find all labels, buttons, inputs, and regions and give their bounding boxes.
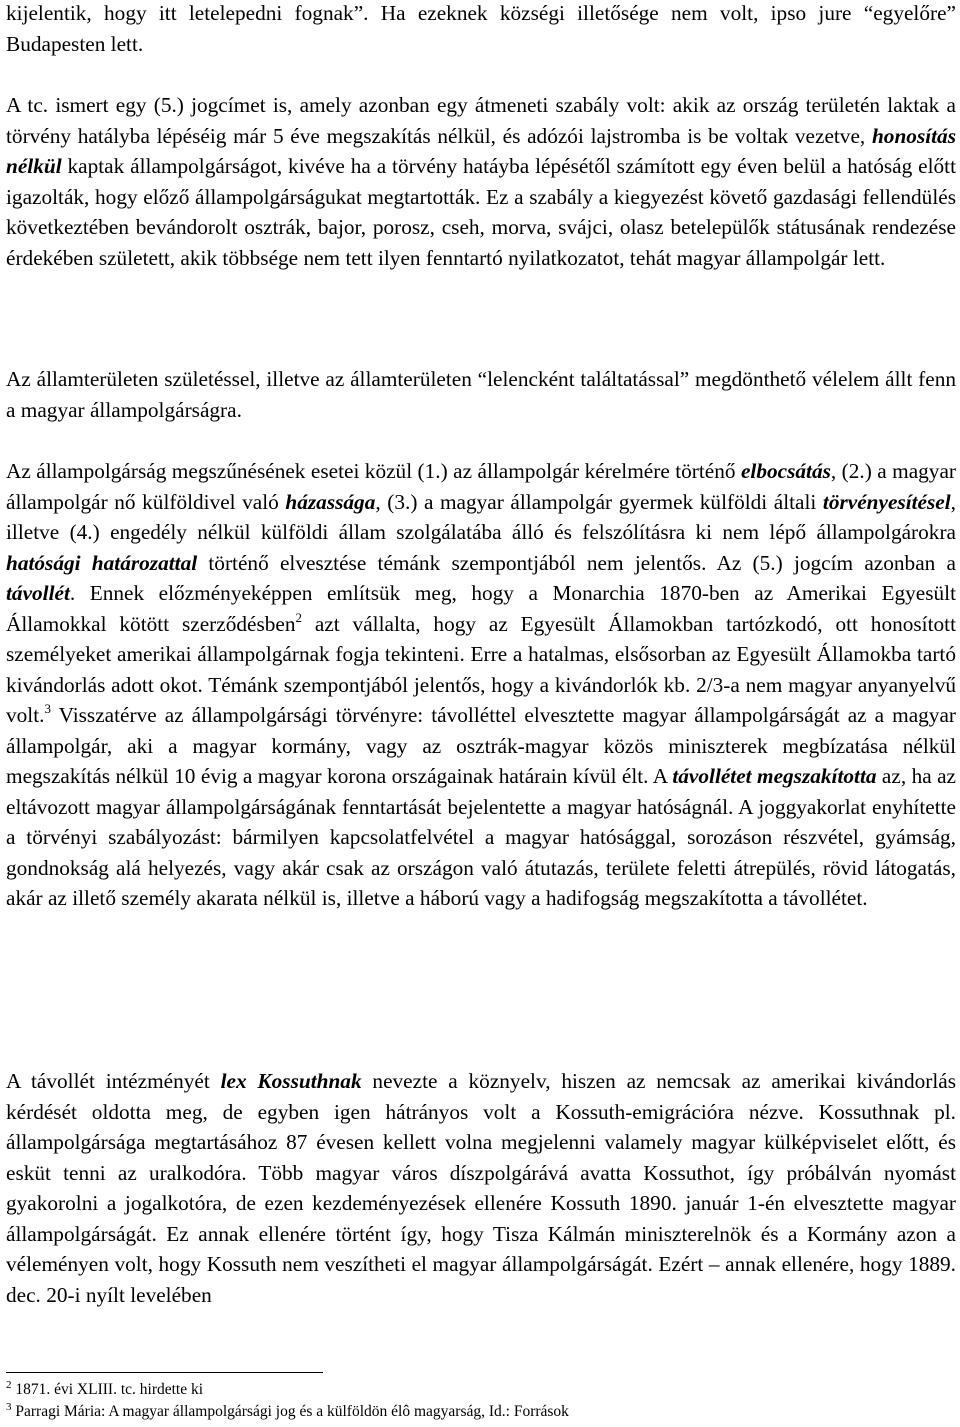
- footnote-ref-3[interactable]: 3: [44, 701, 51, 716]
- footnote-text: 1871. évi XLIII. tc. hirdette ki: [11, 1381, 204, 1398]
- paragraph-text: . Ennek előzményeképpen említsük meg, hogy a Monarchia 1870-ben az Amerikai Egyesült Államokkal kötött szerződésben: [6, 581, 956, 636]
- paragraph-text: , illetve (4.) engedély nélkül külföldi állam szolgálatába álló és felszólításra ki nem lépő állampolgárokra: [6, 489, 956, 544]
- emphasis-text: házassága: [285, 489, 376, 514]
- emphasis-text: távollét: [6, 581, 70, 605]
- paragraph-text: kaptak állampolgárságot, kivéve ha a törvény hatáyba lépésétől számított egy éven belül a hatóság előtt igazolták, hogy előző állampolgárságukat megtartották. Ez a szabály a kiegyezést követő gazdasági fellendülés következtében bevándorolt osztrák, bajor, porosz, cseh, morva, svájci, olasz betelepülők státusának rendezése érdekében született, akik többsége nem tett ilyen fenntartó nyilatkozatot, tehát magyar állampolgár lett.: [6, 154, 956, 270]
- paragraph-text: Az államterületen születéssel, illetve az államterületen “lelencként találtatással” megdönthető vélelem állt fenn a magyar állampolgárságra.: [6, 367, 956, 422]
- emphasis-text: távollétet megszakította: [672, 764, 877, 788]
- emphasis-text: elbocsátás: [740, 459, 831, 483]
- footnote-separator: [6, 1372, 323, 1373]
- emphasis-text: honosítás nélkül: [6, 123, 956, 178]
- paragraph-text: kijelentik, hogy itt letelepedni fognak”. Ha ezeknek községi illetősége nem volt, ipso jure “egyelőre” Budapesten lett.: [6, 1, 956, 56]
- paragraph-text: A távollét intézményét: [6, 1069, 221, 1093]
- paragraph-text: nevezte a köznyelv, hiszen az nemcsak az amerikai kivándorlás kérdését oldotta meg, de egyben igen hátrányos volt a Kossuth-emigrációra nézve. Kossuthnak pl. állampolgársága megtartásához 87 évesen kellett volna megjelenni valamely magyar külképviselet előtt, és esküt tenni az uralkodóra. Több magyar város díszpolgárává avatta Kossuthot, így próbálván nyomást gyakorolni a jogalkotóra, de ezen kezdeményezések ellenére Kossuth 1890. január 1-én elvesztette magyar állampolgárságát. Ez annak ellenére történt így, hogy Tisza Kálmán miniszterelnök és a Kormány azon a véleményen volt, hogy Kossuth nem veszítheti el magyar állampolgárságát. Ezért – annak ellenére, hogy 1889. dec. 20-i nyílt levelében: [6, 1069, 956, 1307]
- paragraph-text: , (3.) a magyar állampolgár gyermek külföldi általi: [375, 489, 823, 514]
- paragraph-intro: [6, 0, 956, 59]
- paragraph-presumption: [6, 364, 956, 425]
- footnote-number: 2: [6, 1379, 12, 1391]
- footnote-2: [6, 1381, 956, 1399]
- footnote-3: [6, 1403, 956, 1421]
- footnote-text: Parragi Mária: A magyar állampolgársági jog és a külföldön élô magyarság, Id.: Források: [11, 1403, 569, 1420]
- paragraph-loss-of-citizenship: [6, 456, 956, 914]
- paragraph-lex-kossuth: [6, 1066, 956, 1310]
- paragraph-text: A tc. ismert egy (5.) jogcímet is, amely azonban egy átmeneti szabály volt: akik az ország területén laktak a törvény hatályba lépéséig már 5 éve megszakítás nélkül, és adózói lajstromba is be voltak vezetve,: [6, 93, 956, 148]
- paragraph-text: Visszatérve az állampolgársági törvényre: távolléttel elvesztette magyar állampolgárságát az a magyar állampolgár, aki a magyar kormány, vagy az osztrák-magyar közös miniszterek megbízatása nélkül megszakítás nélkül 10 évig a magyar korona országainak határain kívül élt. A: [6, 703, 956, 788]
- footnote-ref-2[interactable]: 2: [295, 609, 302, 625]
- paragraph-transitional-rule: [6, 90, 956, 273]
- emphasis-text: törvényesítésel: [822, 489, 951, 514]
- footnote-number: 3: [6, 1401, 12, 1413]
- emphasis-text: hatósági határozattal: [6, 550, 198, 575]
- paragraph-text: , (2.) a magyar állampolgár nő külföldivel való: [6, 459, 956, 514]
- paragraph-text: Az állampolgárság megszűnésének esetei közül (1.) az állampolgár kérelmére történő: [6, 459, 741, 483]
- paragraph-text: történő elvesztése témánk szempontjából nem jelentős. Az (5.) jogcím azonban a: [197, 550, 956, 575]
- paragraph-text: azt vállalta, hogy az Egyesült Államokban tartózkodó, ott honosított személyeket amerikai állampolgárnak fogja tekinteni. Erre a hatalmas, elsősorban az Egyesült Államokba tartó kivándorlás adott okot. Témánk szempontjából jelentős, hogy a kivándorlók kb. 2/3-a nem magyar anyanyelvű volt.: [6, 611, 956, 727]
- paragraph-text: az, ha az eltávozott magyar állampolgárságának fenntartását bejelentette a magyar hatóságnál. A joggyakorlat enyhítette a törvényi szabályozást: bármilyen kapcsolatfelvétel a magyar hatósággal, sorozáson részvétel, gyámság, gondnokság alá helyezés, vagy akár csak az országon való átutazás, területe feletti átrepülés, rövid látogatás, akár az illető személy akarata nélkül is, illetve a háború vagy a hadifogság megszakította a távollétet.: [6, 764, 956, 910]
- emphasis-text: lex Kossuthnak: [220, 1069, 362, 1093]
